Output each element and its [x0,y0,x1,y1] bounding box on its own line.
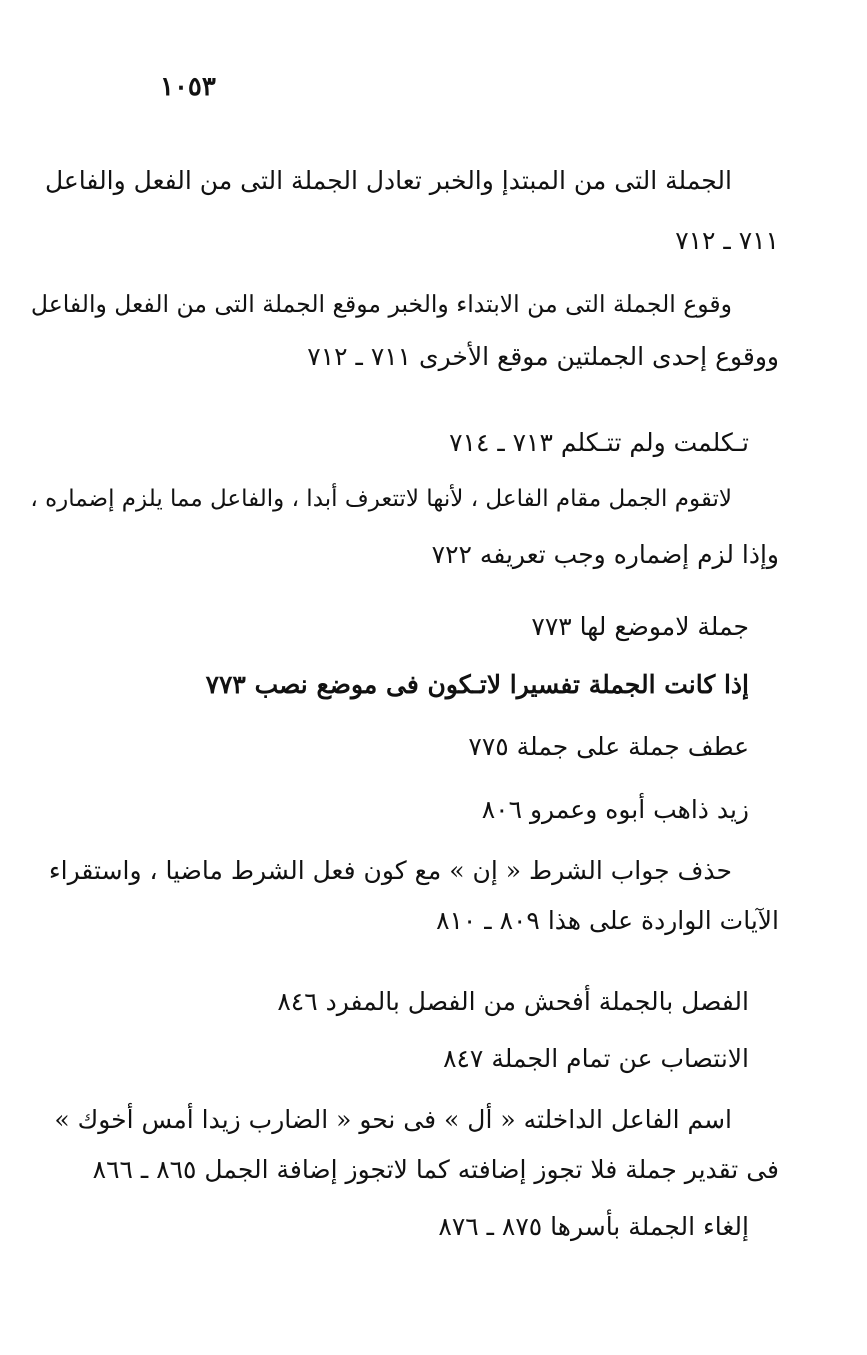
entry-5-line-1: جملة لاموضع لها ٧٧٣ [531,612,749,641]
entry-3-line-1: تـكلمت ولم تتـكلم ٧١٣ ـ ٧١٤ [449,428,749,457]
page-number: ١٠٥٣ [160,72,216,102]
entry-6-line-1: إذا كانت الجملة تفسيرا لاتـكون فى موضع نصب ٧٧٣ [205,670,749,699]
entry-10-line-1: الفصل بالجملة أفحش من الفصل بالمفرد ٨٤٦ [277,987,749,1016]
entry-12-line-2: فى تقدير جملة فلا تجوز إضافته كما لاتجوز إضافة الجمل ٨٦٥ ـ ٨٦٦ [92,1155,779,1184]
entry-8-line-1: زيد ذاهب أبوه وعمرو ٨٠٦ [481,795,749,824]
entry-9-line-2: الآيات الواردة على هذا ٨٠٩ ـ ٨١٠ [436,906,779,935]
entry-13-line-1: إلغاء الجملة بأسرها ٨٧٥ ـ ٨٧٦ [438,1212,749,1241]
entry-4-line-2: وإذا لزم إضماره وجب تعريفه ٧٢٢ [431,540,779,569]
entry-12-line-1: اسم الفاعل الداخلته « أل » فى نحو « الضارب زيدا أمس أخوك » [54,1105,732,1134]
entry-2-line-1: وقوع الجملة التى من الابتداء والخبر موقع الجملة التى من الفعل والفاعل [30,290,732,318]
entry-1-line-2: ٧١١ ـ ٧١٢ [675,226,779,255]
entry-11-line-1: الانتصاب عن تمام الجملة ٨٤٧ [443,1044,749,1073]
entry-7-line-1: عطف جملة على جملة ٧٧٥ [468,732,749,761]
entry-9-line-1: حذف جواب الشرط « إن » مع كون فعل الشرط ماضيا ، واستقراء [48,856,732,885]
entry-4-line-1: لاتقوم الجمل مقام الفاعل ، لأنها لاتتعرف أبدا ، والفاعل مما يلزم إضماره ، [30,486,732,512]
entry-1-line-1: الجملة التى من المبتدإ والخبر تعادل الجملة التى من الفعل والفاعل [44,166,732,195]
entry-2-line-2: ووقوع إحدى الجملتين موقع الأخرى ٧١١ ـ ٧١٢ [307,342,779,371]
